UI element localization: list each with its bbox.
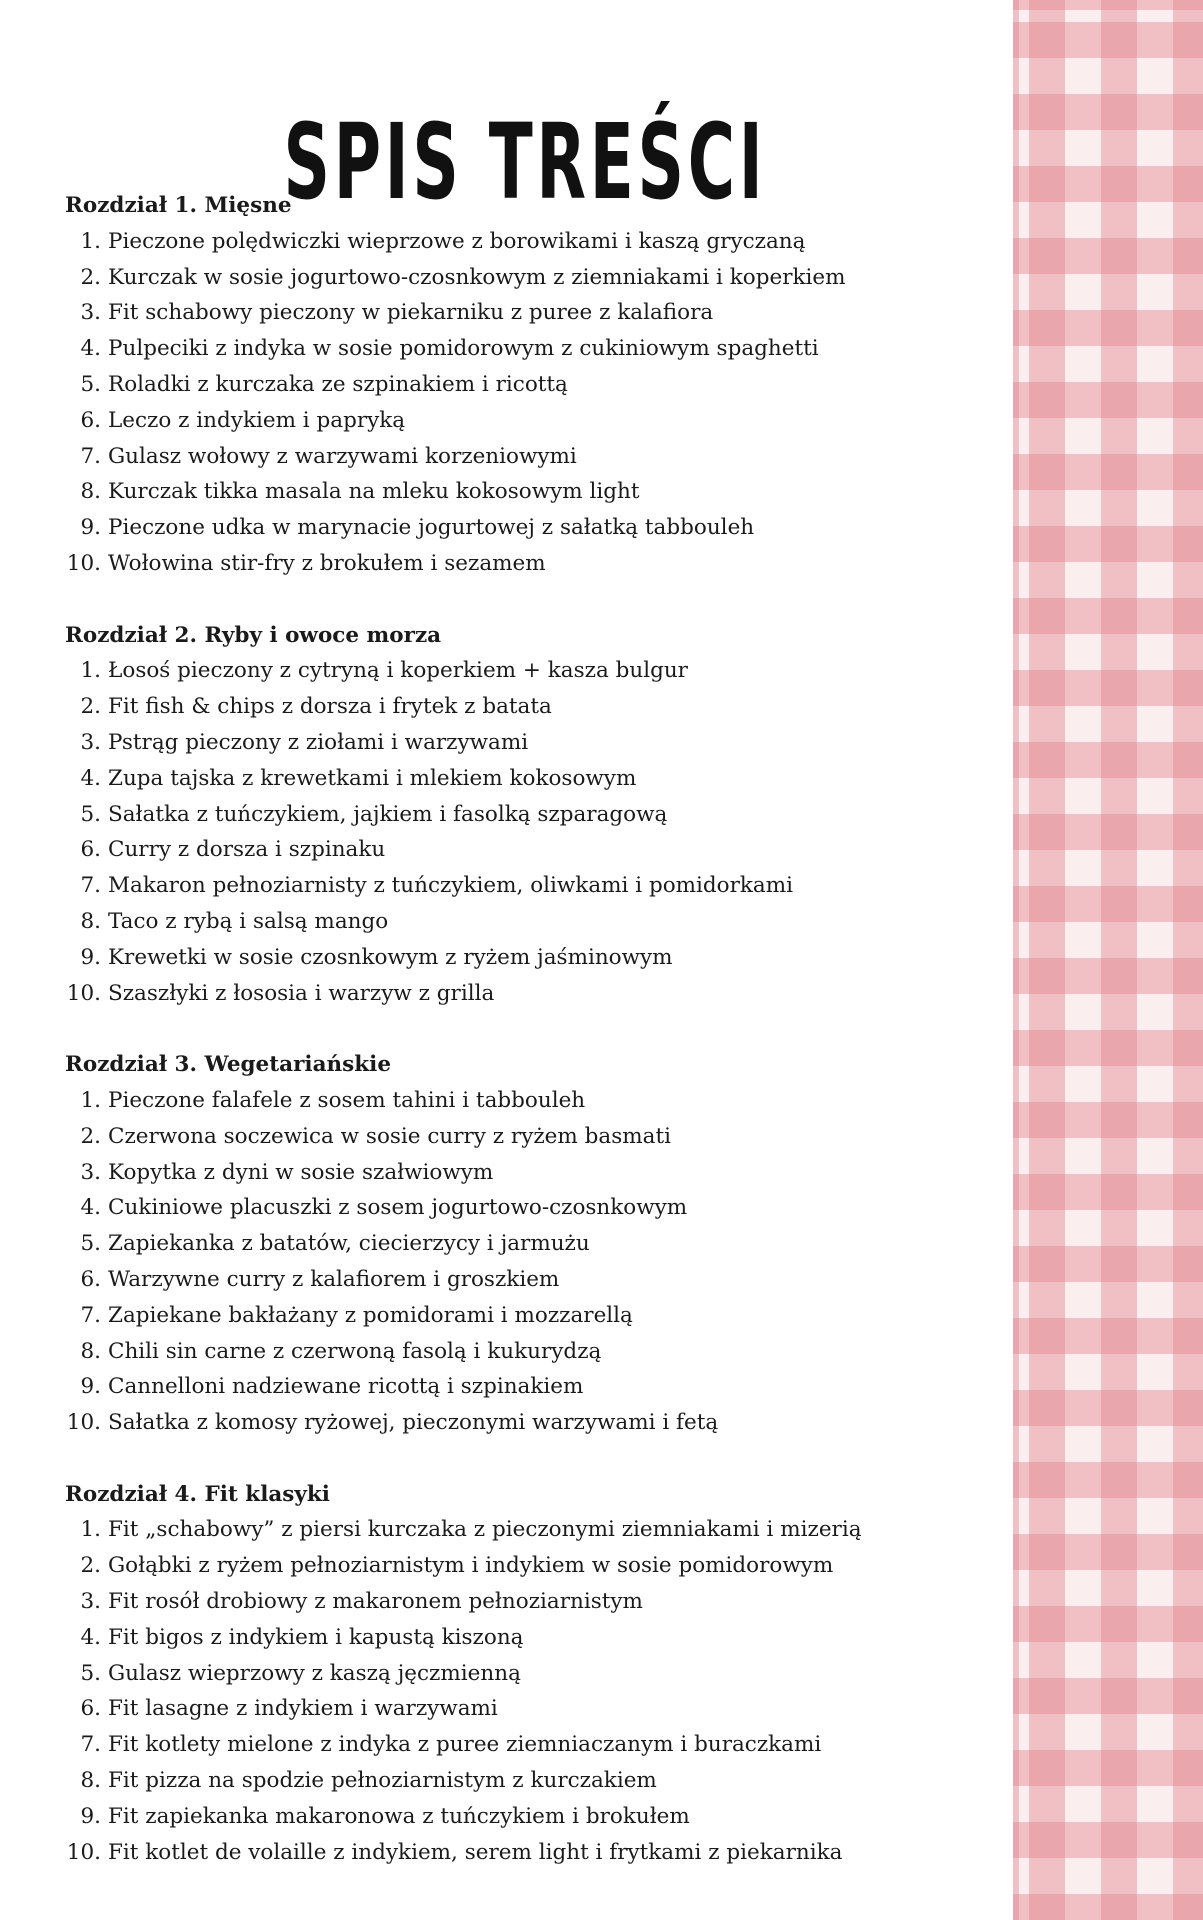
recipe-list-item bbox=[65, 1512, 1005, 1548]
recipe-list-item bbox=[65, 761, 1005, 797]
recipe-list-item bbox=[65, 976, 1005, 1012]
recipe-list-item bbox=[65, 1334, 1005, 1370]
recipe-list-item bbox=[65, 904, 1005, 940]
recipe-title: Sałatka z tuńczykiem, jajkiem i fasolką szparagową bbox=[108, 801, 668, 827]
recipe-list-item bbox=[65, 1835, 1005, 1871]
recipe-number: 2. bbox=[80, 1123, 101, 1149]
recipe-title: Zapiekanka z batatów, ciecierzycy i jarmużu bbox=[108, 1231, 590, 1257]
recipe-title: Zapiekane bakłażany z pomidorami i mozzarellą bbox=[108, 1302, 633, 1328]
gingham-pattern-border bbox=[1013, 0, 1203, 1920]
recipe-number: 9. bbox=[80, 1374, 101, 1400]
recipe-title: Fit „schabowy” z piersi kurczaka z pieczonymi ziemniakami i mizerią bbox=[108, 1517, 862, 1543]
recipe-title: Pieczone falafele z sosem tahini i tabbouleh bbox=[108, 1087, 586, 1113]
recipe-number: 10. bbox=[66, 550, 101, 576]
recipe-title: Zupa tajska z krewetkami i mlekiem kokosowym bbox=[108, 765, 637, 791]
recipe-number: 5. bbox=[80, 801, 101, 827]
chapter-heading: Rozdział 2. Ryby i owoce morza bbox=[65, 622, 442, 648]
chapter-heading: Rozdział 1. Mięsne bbox=[65, 193, 292, 218]
recipe-number: 3. bbox=[80, 1589, 101, 1615]
recipe-number: 7. bbox=[80, 443, 101, 469]
recipe-list-item bbox=[65, 689, 1005, 725]
recipe-number: 7. bbox=[80, 873, 101, 899]
recipe-number: 1. bbox=[80, 228, 101, 254]
recipe-list bbox=[65, 1083, 1005, 1441]
recipe-number: 7. bbox=[80, 1302, 101, 1328]
recipe-list-item bbox=[65, 331, 1005, 367]
recipe-title: Warzywne curry z kalafiorem i groszkiem bbox=[108, 1266, 560, 1292]
recipe-list-item bbox=[65, 260, 1005, 296]
recipe-list-item bbox=[65, 832, 1005, 868]
recipe-title: Szaszłyki z łososia i warzyw z grilla bbox=[108, 980, 495, 1006]
recipe-list-item bbox=[65, 1656, 1005, 1692]
recipe-number: 8. bbox=[80, 1338, 101, 1364]
recipe-number: 10. bbox=[66, 980, 101, 1006]
recipe-title: Chili sin carne z czerwoną fasolą i kukurydzą bbox=[108, 1338, 602, 1364]
recipe-number: 10. bbox=[66, 1410, 101, 1436]
recipe-title: Pieczone polędwiczki wieprzowe z borowikami i kaszą gryczaną bbox=[108, 228, 806, 254]
recipe-list-item bbox=[65, 1799, 1005, 1835]
recipe-list-item bbox=[65, 546, 1005, 582]
recipe-title: Gulasz wołowy z warzywami korzeniowymi bbox=[108, 443, 577, 469]
recipe-title: Fit rosół drobiowy z makaronem pełnoziarnistym bbox=[108, 1589, 643, 1615]
recipe-title: Gulasz wieprzowy z kaszą jęczmienną bbox=[108, 1660, 521, 1686]
recipe-number: 5. bbox=[80, 1231, 101, 1257]
recipe-title: Krewetki w sosie czosnkowym z ryżem jaśminowym bbox=[108, 944, 673, 970]
recipe-number: 6. bbox=[80, 1266, 101, 1292]
recipe-title: Roladki z kurczaka ze szpinakiem i ricottą bbox=[108, 371, 568, 397]
recipe-number: 10. bbox=[66, 1839, 101, 1865]
recipe-list-item bbox=[65, 1369, 1005, 1405]
recipe-list-item bbox=[65, 1226, 1005, 1262]
recipe-title: Wołowina stir-fry z brokułem i sezamem bbox=[108, 550, 546, 576]
recipe-list-item bbox=[65, 1584, 1005, 1620]
recipe-list-item bbox=[65, 1620, 1005, 1656]
recipe-title: Fit fish & chips z dorsza i frytek z batata bbox=[108, 694, 552, 720]
recipe-title: Kopytka z dyni w sosie szałwiowym bbox=[108, 1159, 494, 1185]
recipe-number: 6. bbox=[80, 407, 101, 433]
chapter-section bbox=[65, 1047, 1005, 1441]
recipe-list-item bbox=[65, 1405, 1005, 1441]
recipe-number: 4. bbox=[80, 336, 101, 362]
recipe-list-item bbox=[65, 1262, 1005, 1298]
recipe-title: Fit zapiekanka makaronowa z tuńczykiem i brokułem bbox=[108, 1803, 690, 1829]
recipe-title: Pstrąg pieczony z ziołami i warzywami bbox=[108, 729, 529, 755]
recipe-number: 9. bbox=[80, 1803, 101, 1829]
recipe-list-item bbox=[65, 1727, 1005, 1763]
recipe-title: Pulpeciki z indyka w sosie pomidorowym z cukiniowym spaghetti bbox=[108, 336, 819, 362]
recipe-number: 8. bbox=[80, 479, 101, 505]
recipe-title: Leczo z indykiem i papryką bbox=[108, 407, 406, 433]
recipe-number: 5. bbox=[80, 371, 101, 397]
recipe-list-item bbox=[65, 1083, 1005, 1119]
recipe-list bbox=[65, 224, 1005, 582]
chapter-heading: Rozdział 3. Wegetariańskie bbox=[65, 1052, 391, 1078]
recipe-title: Curry z dorsza i szpinaku bbox=[108, 837, 386, 863]
recipe-list-item bbox=[65, 797, 1005, 833]
recipe-number: 1. bbox=[80, 1517, 101, 1543]
recipe-title: Czerwona soczewica w sosie curry z ryżem basmati bbox=[108, 1123, 671, 1149]
recipe-number: 6. bbox=[80, 1696, 101, 1722]
recipe-number: 8. bbox=[80, 908, 101, 934]
recipe-list bbox=[65, 653, 1005, 1011]
recipe-number: 5. bbox=[80, 1660, 101, 1686]
recipe-number: 6. bbox=[80, 837, 101, 863]
recipe-number: 2. bbox=[80, 694, 101, 720]
recipe-list-item bbox=[65, 1763, 1005, 1799]
recipe-list-item bbox=[65, 1155, 1005, 1191]
recipe-list-item bbox=[65, 868, 1005, 904]
recipe-list bbox=[65, 1512, 1005, 1870]
chapter-section bbox=[65, 1477, 1005, 1871]
recipe-number: 1. bbox=[80, 1087, 101, 1113]
chapter-section bbox=[65, 188, 1005, 582]
recipe-list-item bbox=[65, 653, 1005, 689]
recipe-list-item bbox=[65, 224, 1005, 260]
recipe-number: 3. bbox=[80, 300, 101, 326]
recipe-list-item bbox=[65, 940, 1005, 976]
recipe-number: 8. bbox=[80, 1768, 101, 1794]
recipe-list-item bbox=[65, 367, 1005, 403]
recipe-list-item bbox=[65, 439, 1005, 475]
recipe-title: Fit pizza na spodzie pełnoziarnistym z kurczakiem bbox=[108, 1768, 657, 1794]
recipe-title: Pieczone udka w marynacie jogurtowej z sałatką tabbouleh bbox=[108, 515, 755, 541]
recipe-number: 4. bbox=[80, 1195, 101, 1221]
recipe-title: Łosoś pieczony z cytryną i koperkiem + kasza bulgur bbox=[108, 658, 688, 684]
recipe-title: Makaron pełnoziarnisty z tuńczykiem, oliwkami i pomidorkami bbox=[108, 873, 794, 899]
recipe-title: Taco z rybą i salsą mango bbox=[108, 908, 389, 934]
recipe-title: Fit lasagne z indykiem i warzywami bbox=[108, 1696, 498, 1722]
recipe-number: 4. bbox=[80, 765, 101, 791]
recipe-number: 3. bbox=[80, 1159, 101, 1185]
recipe-list-item bbox=[65, 1691, 1005, 1727]
recipe-number: 3. bbox=[80, 729, 101, 755]
recipe-list-item bbox=[65, 510, 1005, 546]
recipe-list-item bbox=[65, 1548, 1005, 1584]
recipe-title: Fit bigos z indykiem i kapustą kiszoną bbox=[108, 1624, 524, 1650]
recipe-list-item bbox=[65, 1119, 1005, 1155]
recipe-title: Gołąbki z ryżem pełnoziarnistym i indykiem w sosie pomidorowym bbox=[108, 1553, 834, 1579]
recipe-title: Kurczak tikka masala na mleku kokosowym light bbox=[108, 479, 640, 505]
recipe-title: Cukiniowe placuszki z sosem jogurtowo-czosnkowym bbox=[108, 1195, 688, 1221]
recipe-list-item bbox=[65, 295, 1005, 331]
page-title: SPIS TREŚCI bbox=[283, 100, 767, 223]
recipe-number: 2. bbox=[80, 1553, 101, 1579]
recipe-title: Fit kotlet de volaille z indykiem, serem light i frytkami z piekarnika bbox=[108, 1839, 843, 1865]
recipe-list-item bbox=[65, 403, 1005, 439]
recipe-list-item bbox=[65, 725, 1005, 761]
chapter-heading: Rozdział 4. Fit klasyki bbox=[65, 1481, 330, 1507]
recipe-title: Sałatka z komosy ryżowej, pieczonymi warzywami i fetą bbox=[108, 1410, 719, 1436]
recipe-number: 7. bbox=[80, 1732, 101, 1758]
recipe-number: 1. bbox=[80, 658, 101, 684]
recipe-list-item bbox=[65, 1298, 1005, 1334]
recipe-number: 4. bbox=[80, 1624, 101, 1650]
recipe-title: Kurczak w sosie jogurtowo-czosnkowym z ziemniakami i koperkiem bbox=[108, 264, 846, 290]
recipe-list-item bbox=[65, 474, 1005, 510]
recipe-title: Fit schabowy pieczony w piekarniku z puree z kalafiora bbox=[108, 300, 714, 326]
recipe-title: Cannelloni nadziewane ricottą i szpinakiem bbox=[108, 1374, 584, 1400]
recipe-number: 9. bbox=[80, 944, 101, 970]
recipe-list-item bbox=[65, 1190, 1005, 1226]
recipe-title: Fit kotlety mielone z indyka z puree ziemniaczanym i buraczkami bbox=[108, 1732, 822, 1758]
recipe-number: 2. bbox=[80, 264, 101, 290]
recipe-number: 9. bbox=[80, 515, 101, 541]
chapter-list bbox=[65, 188, 1005, 1906]
chapter-section bbox=[65, 618, 1005, 1012]
